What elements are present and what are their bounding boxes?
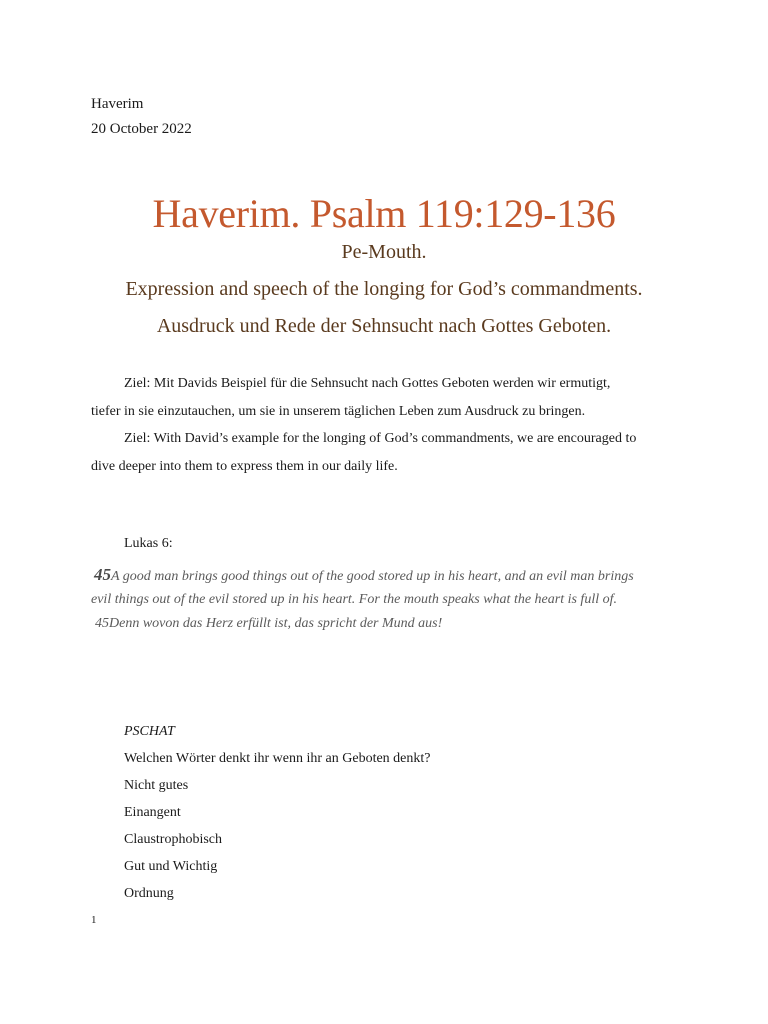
scripture-reference: Lukas 6:	[124, 536, 173, 551]
subtitle-german: Ausdruck und Rede der Sehnsucht nach Gottes Geboten.	[156, 315, 612, 337]
page-number: 1	[91, 914, 97, 926]
answer-item: Claustrophobisch	[124, 832, 222, 847]
verse-german-text: Denn wovon das Herz erfüllt ist, das spricht der Mund aus!	[109, 616, 443, 631]
goal-english-line-2: dive deeper into them to express them in our daily life.	[91, 459, 398, 474]
pschat-heading: PSCHAT	[124, 724, 175, 739]
pschat-question: Welchen Wörter denkt ihr wenn ihr an Geboten denkt?	[124, 751, 431, 766]
verse-english-line-1	[91, 563, 691, 588]
pschat-section	[124, 718, 431, 907]
author-line: Haverim	[91, 96, 144, 112]
answer-item: Nicht gutes	[124, 778, 189, 793]
date-line: 20 October 2022	[91, 121, 192, 137]
verse-german	[91, 612, 691, 635]
verse-number: 45	[94, 565, 111, 584]
verse-english-text-1: A good man brings good things out of the good stored up in his heart, and an evil man brings	[111, 569, 634, 584]
goal-german-line-1: Ziel: Mit Davids Beispiel für die Sehnsucht nach Gottes Geboten werden wir ermutigt,	[124, 376, 611, 391]
subtitle-pe-mouth: Pe-Mouth.	[341, 241, 427, 263]
goal-german	[91, 370, 691, 426]
answer-item: Gut und Wichtig	[124, 859, 218, 874]
answer-item: Ordnung	[124, 886, 174, 901]
goal-german-line-2: tiefer in sie einzutauchen, um sie in unserem täglichen Leben zum Ausdruck zu bringen.	[91, 404, 586, 419]
goal-english	[91, 425, 691, 481]
document-title: Haverim. Psalm 119:129-136	[152, 191, 616, 236]
goal-english-line-1: Ziel: With David’s example for the longing of God’s commandments, we are encouraged to	[124, 431, 637, 446]
verse-number-german: 45	[95, 616, 109, 631]
answer-item: Einangent	[124, 805, 181, 820]
verse-english	[91, 563, 691, 611]
verse-english-line-2: evil things out of the evil stored up in his heart. For the mouth speaks what the heart is full of.	[91, 592, 617, 607]
subtitle-english: Expression and speech of the longing for God’s commandments.	[125, 278, 643, 300]
